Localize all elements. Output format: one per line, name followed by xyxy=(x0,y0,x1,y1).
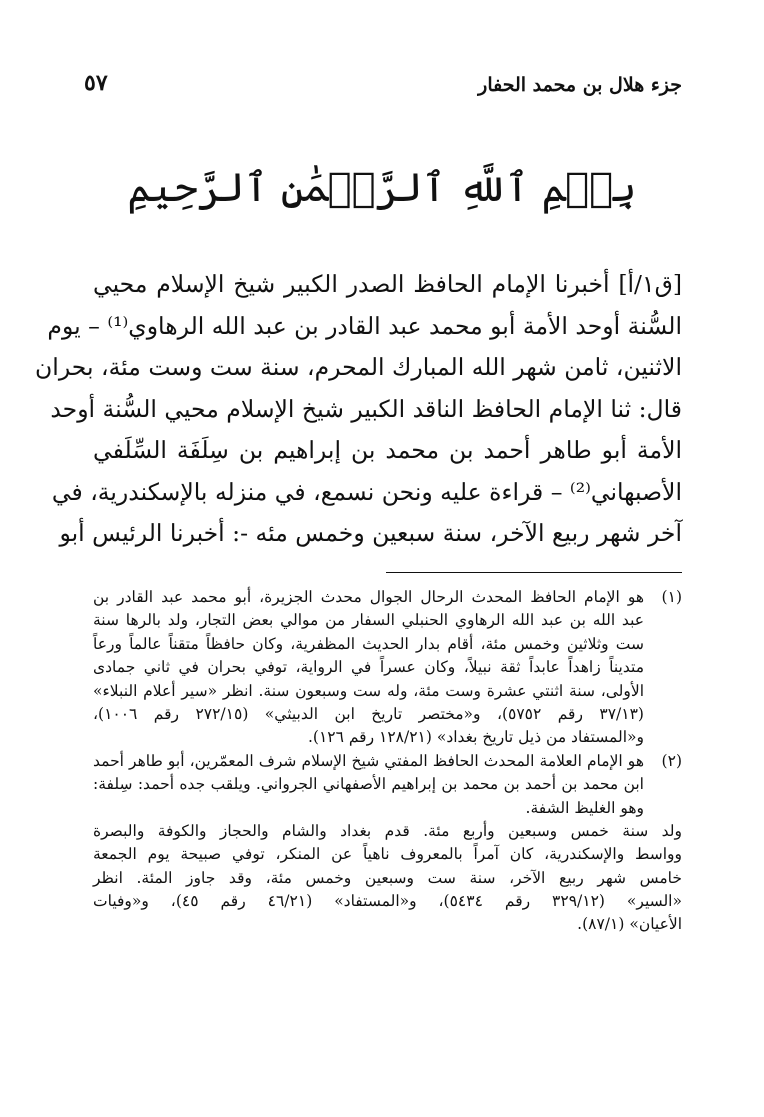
footnote-2 xyxy=(93,750,682,937)
main-text-line: الأصبهاني⁽²⁾ – قراءة عليه ونحن نسمع، في منزله بالإسكندرية، في xyxy=(51,477,682,506)
main-text-line: الأمة أبو طاهر أحمد بن محمد بن إبراهيم بن سِلَفَة السِّلَفي xyxy=(93,436,682,464)
footnote-line: خامس شهر ربيع الآخر، سنة ست وسبعين وخمس مئة، وقد جاوز المئة. انظر xyxy=(93,868,682,887)
main-text-line: قال: ثنا الإمام الحافظ الناقد الكبير شيخ الإسلام محيي السُّنة أوحد xyxy=(50,394,682,423)
footnote-line: وواسط والإسكندرية، كان آمراً بالمعروف ناهياً عن المنكر، توفي صبيحة يوم الجمعة xyxy=(93,845,682,864)
footnote-line: و«المستفاد من ذيل تاريخ بغداد» (١٢٨/٢١ رقم ١٢٦). xyxy=(307,728,644,747)
footnotes xyxy=(93,586,682,937)
footnote-line: ولد سنة خمس وسبعين وأربع مئة. قدم بغداد والشام والحجاز والكوفة والبصرة xyxy=(93,821,682,840)
footnote-line: هو الإمام الحافظ المحدث الرحال الجوال محدث الجزيرة، أبو محمد عبد القادر بن xyxy=(93,588,644,606)
main-text-line: آخر شهر ربيع الآخر، سنة سبعين وخمس مئه -: أخبرنا الرئيس أبو xyxy=(59,519,682,547)
footnote-line: وهو الغليظ الشفة. xyxy=(525,798,644,817)
footnote-line: «السير» (٣٢٩/١٢ رقم ٥٤٣٤)، و«المستفاد» (٤٦/٢١ رقم ٤٥)، و«وفيات xyxy=(93,892,682,911)
footnote-divider xyxy=(386,572,682,573)
footnote-line: (٣٧/١٣ رقم ٥٧٥٢)، و«مختصر تاريخ ابن الدبيثي» (٢٧٢/١٥ رقم ١٠٠٦)، xyxy=(93,704,644,723)
page-number: ٥٧ xyxy=(84,70,108,96)
running-title: جزء هلال بن محمد الحفار xyxy=(478,74,682,96)
footnote-continuation xyxy=(93,820,682,937)
footnote-line: عبد الله بن عبد الله الرهاوي الحنبلي السفار من موالي بعض التجار، ولد بالرها سنة xyxy=(93,611,644,630)
basmala: بِسۡمِ ٱللَّهِ ٱلرَّحۡمَٰنِ ٱلرَّحِيمِ xyxy=(127,165,637,211)
footnote-line: هو الإمام العلامة المحدث الحافظ المفتي شيخ الإسلام شرف المعمّرين، أبو طاهر أحمد xyxy=(93,751,644,770)
main-text-line: الاثنين، ثامن شهر الله المبارك المحرم، سنة ست وست مئة، بحران xyxy=(35,353,682,381)
footnote-number: (١) xyxy=(661,588,682,606)
main-text-line: [ق١/أ] أخبرنا الإمام الحافظ الصدر الكبير شيخ الإسلام محيي xyxy=(93,270,682,298)
footnote-number: (٢) xyxy=(661,751,682,770)
footnote-line: ست وثلاثين وخمس مئة، أقام بدار الحديث المظفرية، وكان حافظاً متقناً عالماً ورعاً xyxy=(93,634,644,653)
main-text-line: السُّنة أوحد الأمة أبو محمد عبد القادر بن عبد الله الرهاوي⁽¹⁾ – يوم xyxy=(47,311,682,340)
footnote-line: ابن محمد بن أحمد بن محمد بن إبراهيم الأصفهاني الجرواني. ويلقب جده أحمد: سِلفة: xyxy=(93,775,644,794)
footnote-line: الأولى، سنة اثنتي عشرة وست مئة، وله ست وسبعون سنة. انظر «سير أعلام النبلاء» xyxy=(93,681,644,700)
footnote-1 xyxy=(93,586,682,750)
footnote-line: الأعيان» (٨٧/١). xyxy=(577,915,682,934)
footnote-line: متديناً زاهداً عابداً ثقة نبيلاً، وكان عسراً في الرواية، توفي بحران في ثاني جمادى xyxy=(93,658,644,677)
main-text xyxy=(35,264,682,555)
